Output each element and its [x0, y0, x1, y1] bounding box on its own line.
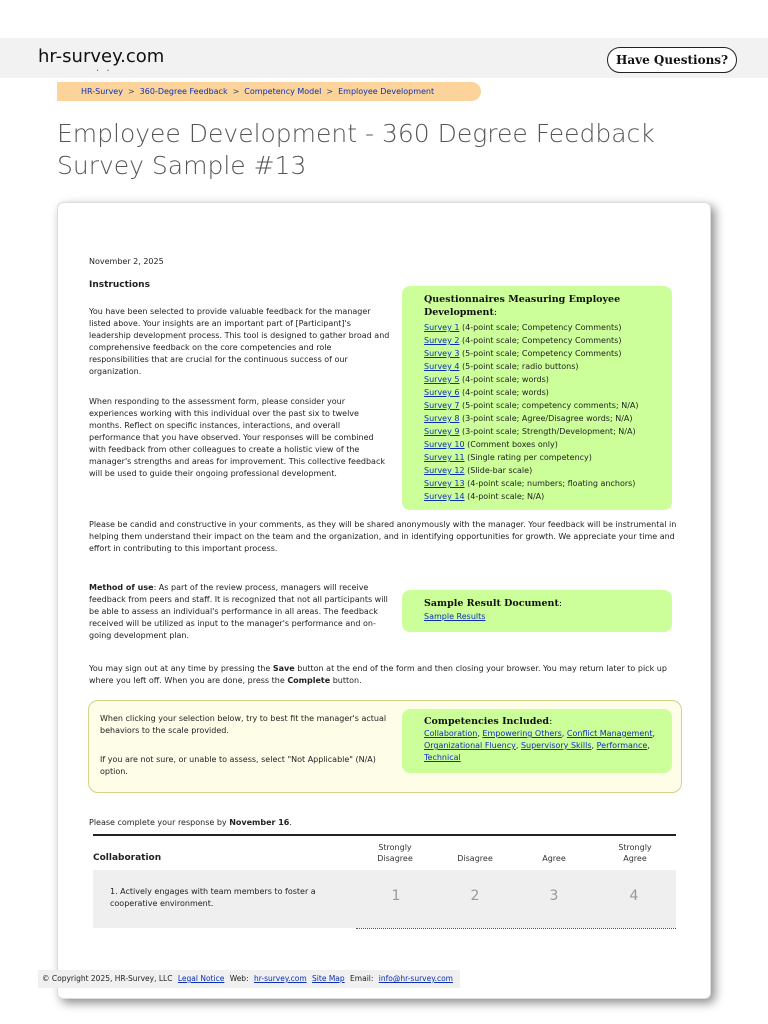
footer-email-link[interactable]: info@hr-survey.com	[378, 974, 453, 983]
questionnaires-title-colon: :	[493, 307, 498, 318]
survey-list-item	[424, 399, 664, 412]
survey-link[interactable]: Survey 14	[424, 492, 465, 501]
method-label: Method of use	[89, 583, 154, 592]
candid-paragraph	[89, 519, 679, 555]
sample-result-box	[402, 590, 672, 632]
signout-text: You may sign out at any time by pressing the	[89, 664, 273, 673]
survey-link[interactable]: Survey 13	[424, 479, 465, 488]
category-heading: Collaboration	[93, 853, 162, 863]
candid-text: Please be candid and constructive in your comments, as they will be shared anonymously with the manager. Your feedback will be instrumental in helping them understand their impact on the team and the organization, and in identifying opportunities for growth. We appreciate your time and effort in contributing to this important process.	[89, 520, 677, 553]
competency-separator: ,	[647, 741, 650, 750]
scale-header-1: Strongly Disagree	[377, 843, 413, 863]
breadcrumb-employee-development[interactable]: Employee Development	[338, 87, 435, 96]
signout-complete-word: Complete	[287, 676, 331, 685]
breadcrumb-separator: >	[326, 87, 334, 96]
guidance-text-2: If you are not sure, or unable to assess, select "Not Applicable" (N/A) option.	[100, 755, 376, 776]
survey-description: (3-point scale; Agree/Disagree words; N/A)	[459, 414, 633, 423]
competency-link[interactable]: Supervisory Skills	[520, 741, 592, 750]
row-bottom-border	[356, 928, 676, 929]
complete-by-suffix: .	[289, 818, 292, 827]
survey-link[interactable]: Survey 10	[424, 440, 465, 449]
competency-separator: ,	[591, 741, 597, 750]
competency-separator: ,	[515, 741, 521, 750]
logo-decoration: · ·	[96, 66, 112, 77]
sample-results-link[interactable]: Sample Results	[424, 612, 486, 621]
survey-description: (Single rating per competency)	[464, 453, 592, 462]
survey-description: (5-point scale; competency comments; N/A)	[459, 401, 639, 410]
competency-link[interactable]: Performance	[596, 741, 648, 750]
questionnaires-box	[402, 286, 672, 510]
survey-list-item	[424, 451, 664, 464]
have-questions-button[interactable]: Have Questions?	[607, 47, 737, 73]
questionnaires-title	[424, 293, 664, 319]
sample-result-title-text: Sample Result Document	[424, 598, 559, 609]
table-top-border	[93, 834, 676, 836]
breadcrumb-competency-model[interactable]: Competency Model	[244, 87, 322, 96]
signout-text: button at the end of the form and then closing your browser. You may return later to pick up where you left off. When you are done, press the	[89, 664, 667, 685]
rating-option-1[interactable]: 1	[391, 888, 401, 904]
competencies-title	[424, 715, 664, 728]
survey-description: (3-point scale; Strength/Development; N/A)	[459, 427, 636, 436]
survey-link[interactable]: Survey 12	[424, 466, 465, 475]
survey-link[interactable]: Survey 1	[424, 323, 460, 332]
competencies-list	[424, 728, 664, 764]
footer-web-link[interactable]: hr-survey.com	[254, 974, 307, 983]
complete-by-text	[89, 818, 292, 827]
signout-paragraph	[89, 663, 681, 687]
survey-description: (Comment boxes only)	[464, 440, 558, 449]
footer-legal-link[interactable]: Legal Notice	[177, 974, 225, 983]
survey-link[interactable]: Survey 2	[424, 336, 460, 345]
survey-link[interactable]: Survey 6	[424, 388, 460, 397]
survey-list-item	[424, 438, 664, 451]
survey-description: (4-point scale; Competency Comments)	[459, 336, 622, 345]
competency-link[interactable]: Collaboration	[424, 729, 478, 738]
footer	[38, 970, 460, 988]
breadcrumb	[57, 82, 481, 101]
survey-list-item	[424, 347, 664, 360]
method-paragraph	[89, 582, 391, 642]
questionnaires-title-text: Questionnaires Measuring Employee Development	[424, 294, 621, 318]
survey-link[interactable]: Survey 9	[424, 427, 460, 436]
breadcrumb-separator: >	[127, 87, 135, 96]
survey-list-item	[424, 464, 664, 477]
survey-description: (4-point scale; N/A)	[464, 492, 545, 501]
footer-sitemap-link[interactable]: Site Map	[312, 974, 345, 983]
footer-copyright: © Copyright 2025, HR-Survey, LLC	[42, 974, 173, 983]
survey-link[interactable]: Survey 5	[424, 375, 460, 384]
survey-link[interactable]: Survey 8	[424, 414, 460, 423]
scale-header-3: Agree	[542, 854, 566, 863]
survey-description: (Slide-bar scale)	[464, 466, 533, 475]
survey-date: November 2, 2025	[89, 257, 164, 266]
survey-list-item	[424, 490, 664, 503]
survey-link[interactable]: Survey 11	[424, 453, 465, 462]
survey-list-item	[424, 360, 664, 373]
breadcrumb-hr-survey[interactable]: HR-Survey	[81, 87, 123, 96]
survey-list	[424, 321, 664, 503]
survey-link[interactable]: Survey 7	[424, 401, 460, 410]
rating-option-3[interactable]: 3	[549, 888, 559, 904]
page-title: Employee Development - 360 Degree Feedback Survey Sample #13	[57, 119, 655, 180]
competency-separator: ,	[477, 729, 483, 738]
survey-list-item	[424, 386, 664, 399]
complete-by-date: November 16	[229, 818, 290, 827]
competency-link[interactable]: Conflict Management	[566, 729, 653, 738]
survey-description: (4-point scale; Competency Comments)	[459, 323, 622, 332]
survey-list-item	[424, 425, 664, 438]
competencies-box	[402, 709, 672, 773]
signout-save-word: Save	[272, 664, 295, 673]
rating-option-4[interactable]: 4	[629, 888, 639, 904]
survey-list-item	[424, 412, 664, 425]
rating-option-2[interactable]: 2	[470, 888, 480, 904]
competencies-colon: :	[549, 716, 553, 727]
survey-description: (5-point scale; radio buttons)	[459, 362, 579, 371]
survey-link[interactable]: Survey 3	[424, 349, 460, 358]
competencies-title-text: Competencies Included	[424, 716, 550, 727]
breadcrumb-separator: >	[232, 87, 240, 96]
sample-result-colon: :	[558, 598, 563, 609]
scale-header-2: Disagree	[457, 854, 493, 863]
signout-text: button.	[330, 676, 362, 685]
competency-separator: ,	[561, 729, 567, 738]
scale-header-4: Strongly Agree	[618, 843, 652, 863]
footer-web-label: Web:	[229, 974, 249, 983]
complete-by-prefix: Please complete your response by	[89, 818, 230, 827]
survey-description: (5-point scale; Competency Comments)	[459, 349, 622, 358]
survey-list-item	[424, 373, 664, 386]
survey-description: (4-point scale; words)	[459, 375, 549, 384]
competency-link[interactable]: Organizational Fluency	[424, 741, 516, 750]
instructions-heading: Instructions	[89, 280, 150, 290]
survey-list-item	[424, 477, 664, 490]
survey-description: (4-point scale; numbers; floating anchors)	[464, 479, 636, 488]
breadcrumb-360-feedback[interactable]: 360-Degree Feedback	[139, 87, 228, 96]
competency-link[interactable]: Empowering Others	[482, 729, 562, 738]
intro-paragraph: You have been selected to provide valuable feedback for the manager listed above. Your insights are an important part of [Participant]'s leadership development process. This tool is designed to gather broad and comprehensive feedback on the core competencies and role responsibilities that are crucial for the continuous success of our organization.	[89, 307, 390, 376]
site-logo[interactable]: hr-survey.com	[38, 46, 165, 67]
footer-email-label: Email:	[350, 974, 374, 983]
question-text: 1. Actively engages with team members to foster a cooperative environment.	[110, 887, 316, 908]
guidance-text-1: When clicking your selection below, try to best fit the manager's actual behaviors to the scale provided.	[100, 714, 387, 735]
survey-link[interactable]: Survey 4	[424, 362, 460, 371]
responding-paragraph: When responding to the assessment form, please consider your experiences working with this individual over the past six to twelve months. Reflect on specific instances, interactions, and overall performance that you have observed. Your responses will be combined with feedback from other colleagues to create a holistic view of the manager's strengths and areas for improvement. This collective feedback will be used to guide their ongoing professional development.	[89, 397, 385, 478]
method-text: : As part of the review process, managers will receive feedback from peers and staff. It is recognized that not all participants will be able to assess an individual's performance in all areas. The feedback received will be utilized as input to the manager's performance and on-going development plan.	[89, 583, 388, 640]
survey-list-item	[424, 321, 664, 334]
sample-result-title	[424, 597, 562, 610]
survey-list-item	[424, 334, 664, 347]
competency-link[interactable]: Technical	[424, 753, 461, 762]
survey-description: (4-point scale; words)	[459, 388, 549, 397]
competency-separator: ,	[652, 729, 656, 738]
